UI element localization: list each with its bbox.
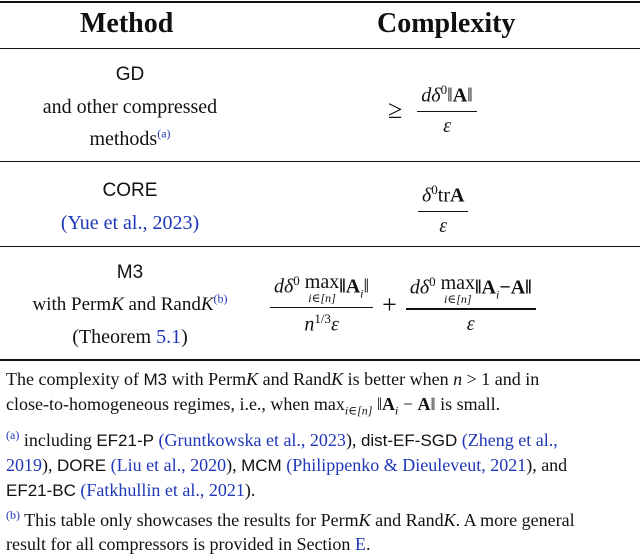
m3-t2-sub: i [495, 287, 500, 302]
core-cite-close: ) [192, 212, 200, 234]
fn-b-K2: K [443, 509, 456, 530]
m3-fraction-1 [270, 272, 373, 337]
cite-liu[interactable]: Liu et al., 2020 [116, 454, 227, 475]
footnote-a-link[interactable]: (a) [157, 126, 171, 141]
cap-m3: M3 [143, 370, 168, 389]
m3-t2-normA: ‖A [475, 276, 496, 299]
row-rule-2 [0, 246, 640, 247]
gd-eps: ε [443, 115, 451, 138]
fn-a-t1: including [19, 429, 97, 450]
gd-norm-close: ‖ [467, 84, 473, 107]
gd-d: d [421, 84, 432, 107]
cite-gruntkowska[interactable]: Gruntkowska et al., 2023 [164, 429, 346, 450]
cite-fatkhullin[interactable]: Fatkhullin et al., 2021 [86, 479, 245, 500]
cap-n: n [453, 369, 463, 389]
geq-symbol: ≥ [388, 95, 403, 125]
complexity-gd [388, 82, 477, 138]
gd-A: A [452, 84, 468, 107]
footnote-b [6, 503, 636, 556]
gd-fraction [417, 82, 477, 138]
m3-t2-delta: δ [419, 276, 430, 299]
m3-t2-minusA: −A‖ [499, 276, 532, 299]
m3-t1-n: n [304, 314, 315, 337]
cap-isub: i [395, 403, 399, 418]
fn-a-mark: (a) [6, 427, 20, 442]
row-core-method [15, 174, 245, 239]
cap-t2: with Perm [167, 369, 247, 389]
row-m3-method [15, 256, 245, 353]
m3-and-rand: and Rand [123, 294, 201, 315]
cap-t3: and Rand [258, 369, 332, 389]
footnote-b-link[interactable]: (b) [213, 291, 228, 306]
fn-ef21p: EF21-P [96, 430, 154, 450]
m3-t2-eps: ε [466, 312, 475, 335]
m3-K1: K [111, 294, 124, 315]
core-eps: ε [439, 215, 448, 238]
header-method: Method [80, 8, 174, 39]
core-cite-open: ( [60, 212, 68, 234]
cite-zheng[interactable]: Zheng et al., [467, 429, 558, 450]
header-complexity: Complexity [377, 8, 516, 39]
cap-t4: is better when [343, 369, 454, 389]
fn-b-mark: (b) [6, 507, 20, 522]
footnote-a: $^{(a)}$ including EF21-P (Gruntkowska et al., 2023), dist-EF-SGD (Zheng et al., 2019), DORE (Liu et al., 2020), MCM (Philippenko & Dieuleveut, 2021), and EF21-BC (Fatkhullin et al., 2021). [6, 427, 568, 500]
core-delta: δ [422, 184, 432, 207]
theorem-link[interactable]: 5.1 [156, 326, 182, 348]
header-rule [0, 48, 640, 49]
fn-a-t4: ), [226, 454, 242, 475]
fn-b-t1: This table only showcases the results for Perm [20, 509, 359, 530]
cap-t6: close-to-homogeneous regimes, i.e., when max [6, 394, 345, 414]
method-core-label: CORE [102, 180, 158, 201]
cap-minus: − [398, 394, 418, 414]
table-top-rule [0, 1, 640, 3]
cap-t8: ‖ is small. [430, 394, 501, 414]
core-sup: 0 [431, 182, 438, 197]
m3-t2-maxlim: i∈[n] [444, 292, 472, 307]
cap-t7: ‖ [372, 394, 383, 414]
fn-mcm: MCM [241, 455, 282, 475]
m3-K2: K [200, 294, 214, 315]
gd-sup: 0 [440, 82, 448, 97]
method-m3-label: M3 [116, 262, 144, 283]
m3-t1-d: d [274, 275, 284, 298]
table-bottom-rule [0, 359, 640, 361]
m3-theorem-pre: (Theorem [72, 326, 157, 348]
m3-t1-max: max [304, 271, 340, 293]
m3-t1-sub: i [360, 286, 364, 301]
gd-delta: δ [431, 84, 441, 107]
complexity-core [418, 182, 468, 238]
fn-a-t6: ). [244, 479, 256, 500]
row-rule-1 [0, 161, 640, 162]
m3-t1-normA: ‖A [339, 275, 361, 298]
method-gd-line3: methods [89, 128, 158, 150]
m3-with-perm: with Perm [32, 294, 112, 315]
method-gd-label: GD [115, 64, 145, 85]
fn-a-t2: ), [345, 429, 361, 450]
m3-t1-normclose: ‖ [363, 275, 370, 298]
fn-a-t5: ), and [526, 454, 568, 475]
gd-norm-open: ‖ [447, 84, 453, 107]
cite-philippenko[interactable]: Philippenko & Dieuleveut, 2021 [292, 454, 527, 475]
fn-b-t4: result for all compressors is provided in Section [6, 533, 355, 554]
fn-dore: DORE [57, 455, 107, 475]
cap-t5: > 1 and in [462, 369, 540, 389]
cap-t1: The complexity of [6, 369, 144, 389]
m3-t1-delta: δ [284, 275, 294, 298]
m3-t2-max: max [440, 272, 476, 295]
fn-b-t3: . A more general [455, 509, 575, 530]
core-A: A [450, 184, 465, 207]
method-gd-line2: and other compressed [42, 96, 218, 118]
fn-b-t5: . [365, 533, 371, 554]
table-caption [6, 367, 636, 556]
m3-t2-sup: 0 [429, 274, 436, 290]
m3-t1-maxlim: i∈[n] [308, 291, 336, 305]
core-citation-link[interactable]: Yue et al., 2023 [67, 212, 193, 234]
plus-sign: + [382, 289, 397, 319]
m3-t1-sup: 0 [293, 272, 300, 288]
core-tr: tr [437, 184, 451, 207]
m3-t1-eps: ε [330, 314, 339, 337]
cap-K1: K [246, 369, 259, 389]
cap-A1: A [382, 394, 396, 414]
core-fraction [418, 182, 468, 238]
section-e-link[interactable]: E [354, 533, 366, 554]
m3-t2-d: d [409, 276, 420, 299]
fn-dist-ef-sgd: dist-EF-SGD [360, 430, 458, 450]
cap-K2: K [331, 369, 344, 389]
m3-fraction-2 [406, 273, 536, 335]
m3-theorem-post: ) [181, 326, 188, 348]
caption-main [6, 367, 636, 423]
fn-b-t2: and Rand [370, 509, 444, 530]
fn-ef21bc: EF21-BC [6, 480, 76, 500]
fn-b-K1: K [358, 509, 371, 530]
complexity-m3 [270, 272, 536, 337]
cap-maxsub: i∈[n] [344, 403, 373, 418]
m3-t1-densup: 1/3 [314, 311, 331, 327]
cap-A2: A [417, 394, 431, 414]
cite-zheng-year[interactable]: 2019 [6, 454, 42, 475]
fn-a-t3: ), [42, 454, 57, 475]
row-gd-method [15, 58, 245, 155]
